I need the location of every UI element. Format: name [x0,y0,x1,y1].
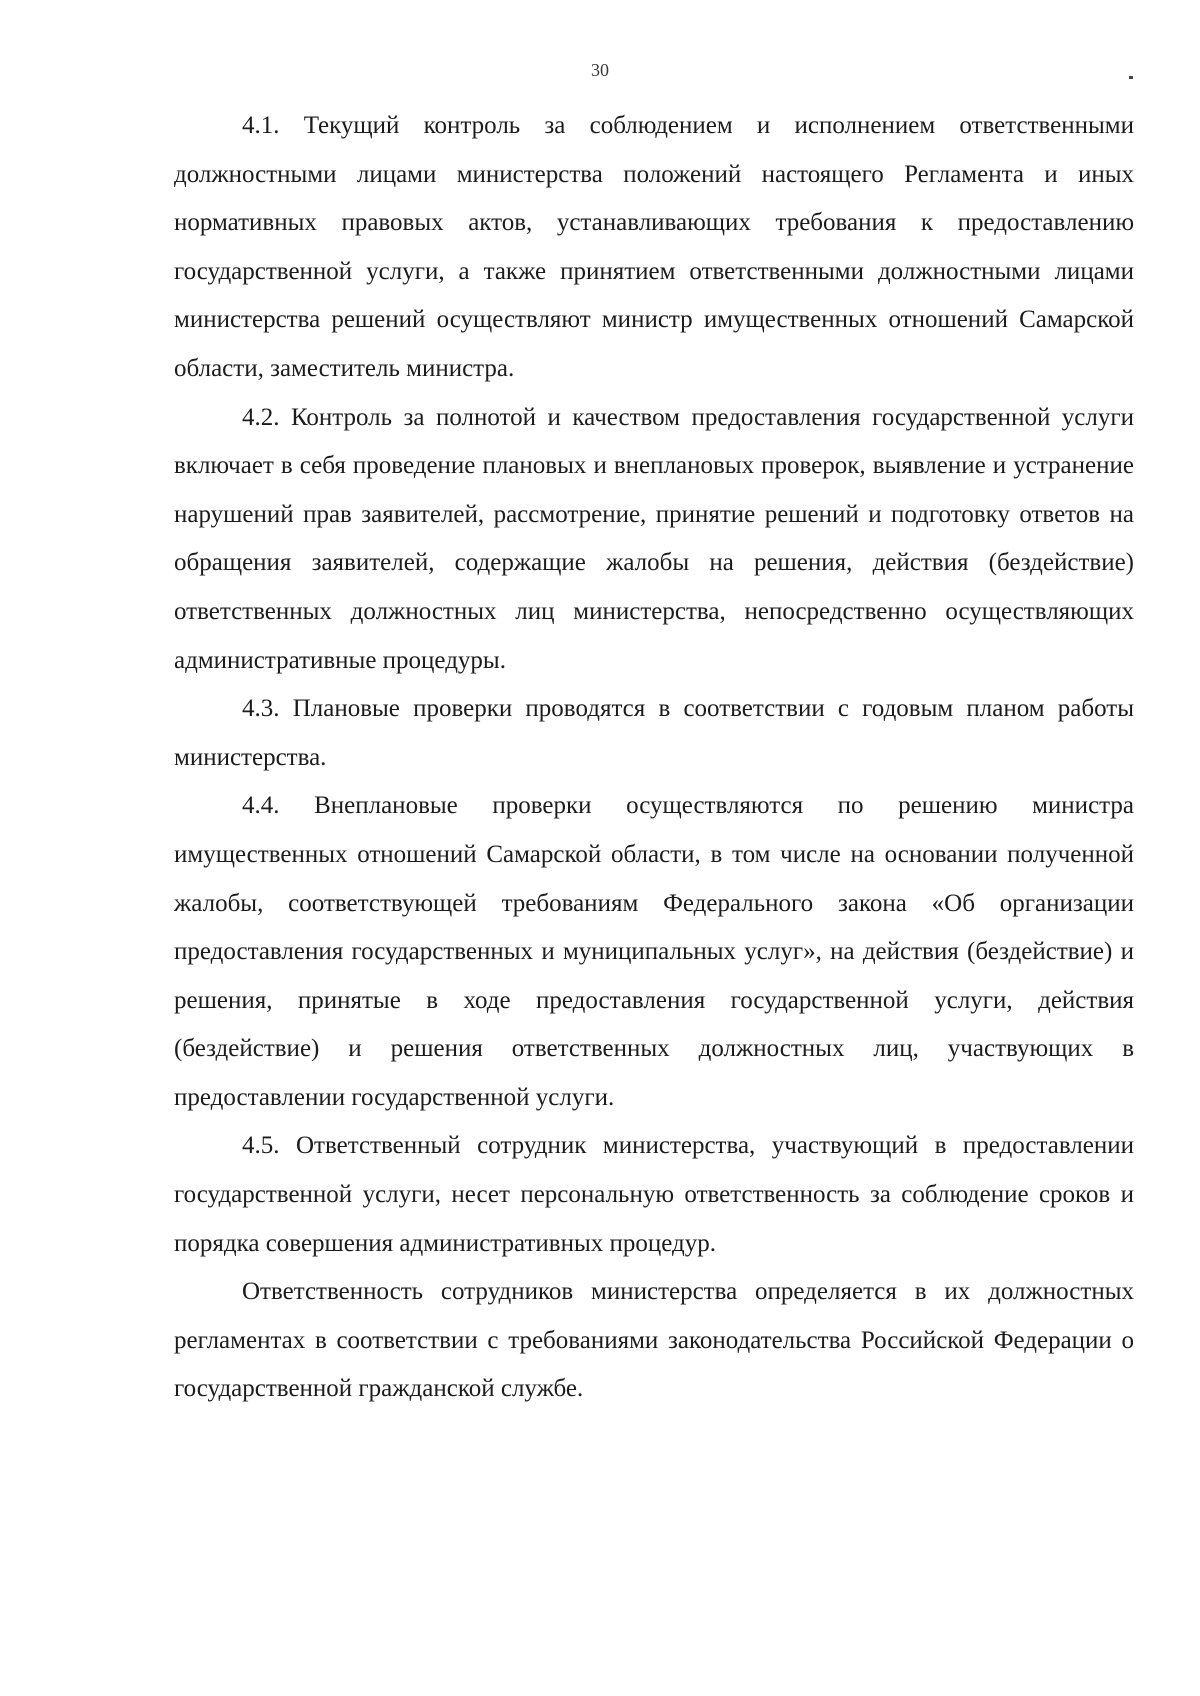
page-number: 30 [591,60,609,80]
paragraph-4-4: 4.4. Внеплановые проверки осуществляются по решению министра имущественных отношений Самарской области, в том числе на основании полученной жалобы, соответствующей требованиям Федерального закона «Об организации предоставления государственных и муниципальных услуг», на действия (бездействие) и решения, принятые в ходе предоставления государственной услуги, действия (бездействие) и решения ответственных должностных лиц, участвующих в предоставлении государственной услуги. [174,792,1134,1111]
paragraph-4-2: 4.2. Контроль за полнотой и качеством предоставления государственной услуги включает в себя проведение плановых и внеплановых проверок, выявление и устранение нарушений прав заявителей, рассмотрение, принятие решений и подготовку ответов на обращения заявителей, содержащие жалобы на решения, действия (бездействие) ответственных должностных лиц министерства, непосредственно осуществляющих административные процедуры. [174,403,1134,674]
paragraph-responsibility: Ответственность сотрудников министерства определяется в их должностных регламентах в соответствии с требованиями законодательства Российской Федерации о государственной гражданской службе. [174,1278,1134,1403]
paragraph-4-3: 4.3. Плановые проверки проводятся в соответствии с годовым планом работы министерства. [174,695,1134,771]
document-body [174,102,1134,1414]
scan-mark [1129,76,1133,79]
paragraph-4-5: 4.5. Ответственный сотрудник министерства, участвующий в предоставлении государственной услуги, несет персональную ответственность за соблюдение сроков и порядка совершения административных процедур. [174,1132,1134,1257]
paragraph-4-1: 4.1. Текущий контроль за соблюдением и исполнением ответственными должностными лицами министерства положений настоящего Регламента и иных нормативных правовых актов, устанавливающих требования к предоставлению государственной услуги, а также принятием ответственными должностными лицами министерства решений осуществляют министр имущественных отношений Самарской области, заместитель министра. [174,112,1134,382]
